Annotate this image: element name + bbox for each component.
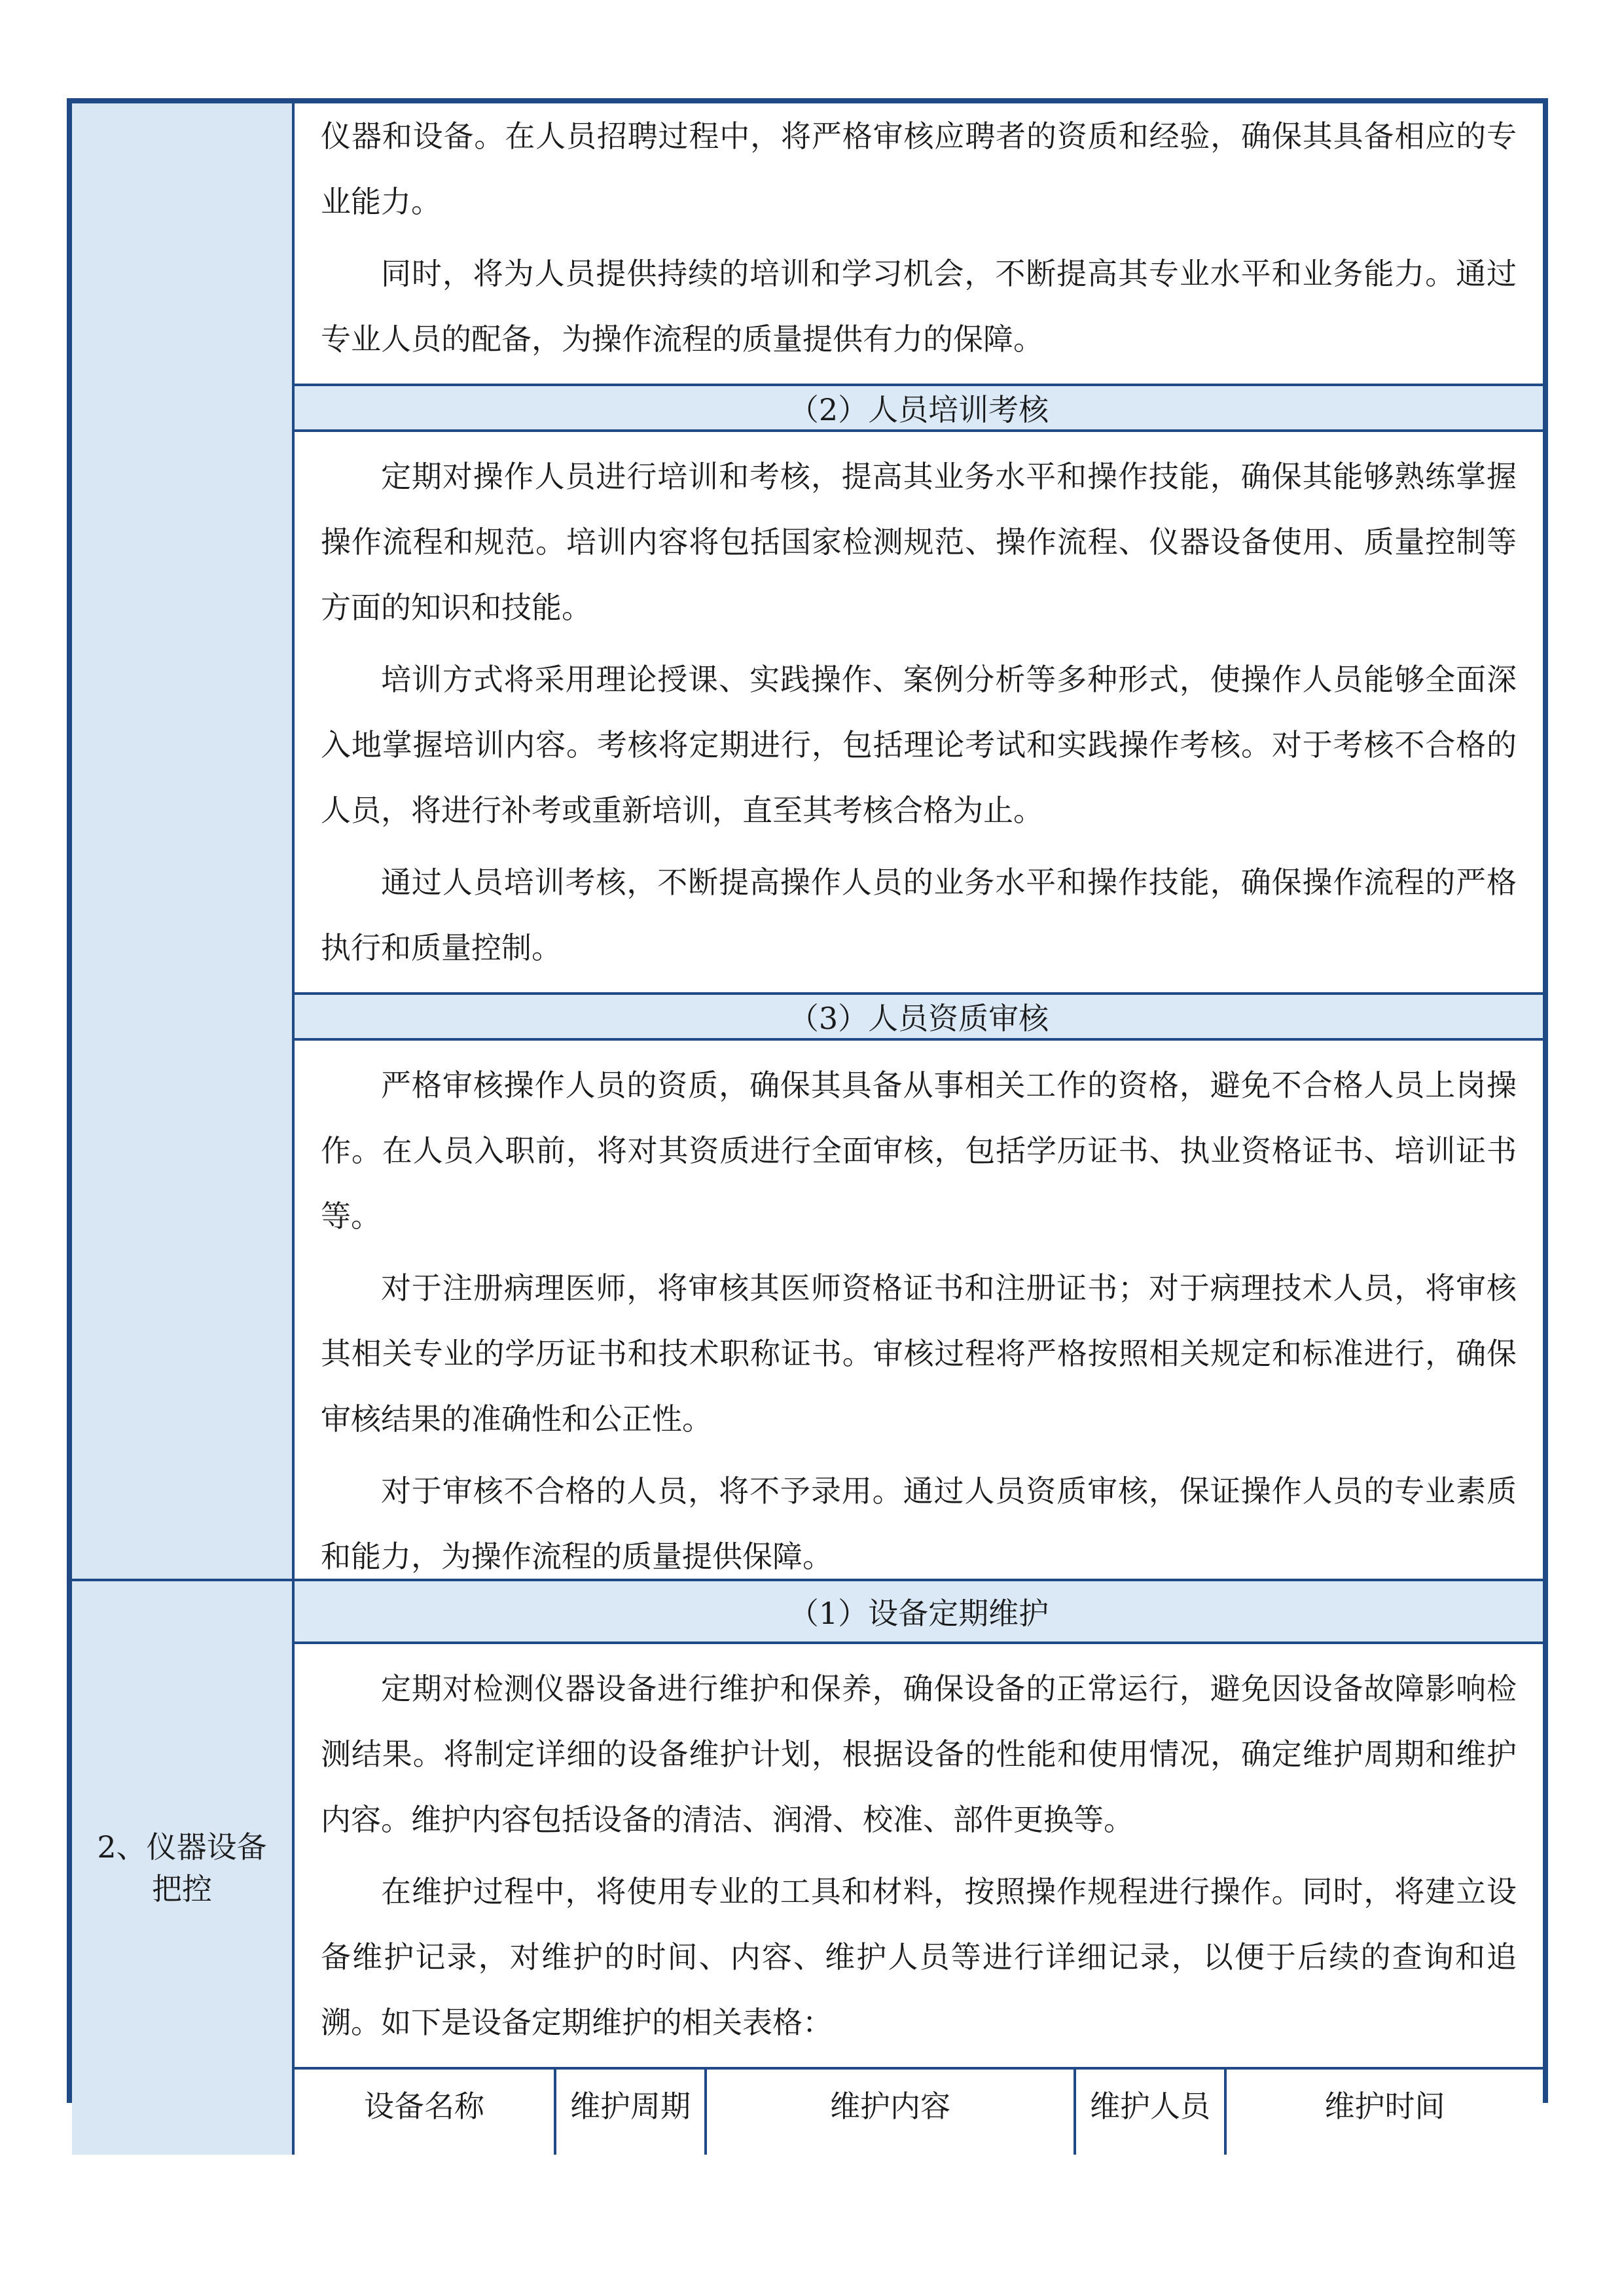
section-personnel (72, 103, 1543, 1581)
training-content (295, 432, 1543, 992)
staffing-content (295, 103, 1543, 384)
table-header-cell: 维护周期 (556, 2070, 707, 2155)
maintenance-title: （1）设备定期维护 (788, 1596, 1049, 1631)
paragraph: 在维护过程中，将使用专业的工具和材料，按照操作规程进行操作。同时，将建立设备维护记录，对维护的时间、内容、维护人员等进行详细记录，以便于后续的查询和追溯。如下是设备定期维护的相关表格： (321, 1874, 1517, 2040)
section-personnel-label (72, 103, 295, 1579)
paragraph: 通过人员培训考核，不断提高操作人员的业务水平和操作技能，确保操作流程的严格执行和质量控制。 (321, 865, 1517, 965)
section-equipment-label (72, 1581, 295, 2155)
paragraph: 对于注册病理医师，将审核其医师资格证书和注册证书；对于病理技术人员，将审核其相关专业的学历证书和技术职称证书。审核过程将严格按照相关规定和标准进行，确保审核结果的准确性和公正性。 (321, 1270, 1517, 1437)
paragraph: 严格审核操作人员的资质，确保其具备从事相关工作的资格，避免不合格人员上岗操作。在人员入职前，将对其资质进行全面审核，包括学历证书、执业资格证书、培训证书等。 (321, 1067, 1517, 1234)
maintenance-content (295, 1644, 1543, 2067)
paragraph: 定期对操作人员进行培训和考核，提高其业务水平和操作技能，确保其能够熟练掌握操作流程和规范。培训内容将包括国家检测规范、操作流程、仪器设备使用、质量控制等方面的知识和技能。 (321, 459, 1517, 625)
training-title: （2）人员培训考核 (788, 392, 1049, 427)
table-header-cell: 设备名称 (295, 2070, 556, 2155)
document-table (67, 98, 1548, 2124)
qualification-header (295, 992, 1543, 1041)
section-equipment-label-text: 2、仪器设备把控 (97, 1829, 267, 1907)
training-header (295, 384, 1543, 432)
table-header-cell: 维护人员 (1076, 2070, 1227, 2155)
section-personnel-content (295, 103, 1543, 1579)
paragraph: 培训方式将采用理论授课、实践操作、案例分析等多种形式，使操作人员能够全面深入地掌握培训内容。考核将定期进行，包括理论考试和实践操作考核。对于考核不合格的人员，将进行补考或重新培训，直至其考核合格为止。 (321, 662, 1517, 828)
paragraph: 对于审核不合格的人员，将不予录用。通过人员资质审核，保证操作人员的专业素质和能力，为操作流程的质量提供保障。 (321, 1473, 1517, 1574)
paragraph: 定期对检测仪器设备进行维护和保养，确保设备的正常运行，避免因设备故障影响检测结果。将制定详细的设备维护计划，根据设备的性能和使用情况，确定维护周期和维护内容。维护内容包括设备的清洁、润滑、校准、部件更换等。 (321, 1671, 1517, 1837)
maintenance-table-header (295, 2067, 1543, 2155)
table-header-cell: 维护时间 (1227, 2070, 1543, 2155)
qualification-content (295, 1041, 1543, 1601)
section-equipment-content (295, 1581, 1543, 2155)
paragraph: 同时，将为人员提供持续的培训和学习机会，不断提高其专业水平和业务能力。通过专业人员的配备，为操作流程的质量提供有力的保障。 (321, 256, 1517, 357)
table-header-cell: 维护内容 (707, 2070, 1076, 2155)
section-equipment (72, 1581, 1543, 2155)
qualification-title: （3）人员资质审核 (788, 1001, 1049, 1036)
maintenance-header (295, 1581, 1543, 1644)
paragraph: 仪器和设备。在人员招聘过程中，将严格审核应聘者的资质和经验，确保其具备相应的专业能力。 (321, 118, 1517, 219)
